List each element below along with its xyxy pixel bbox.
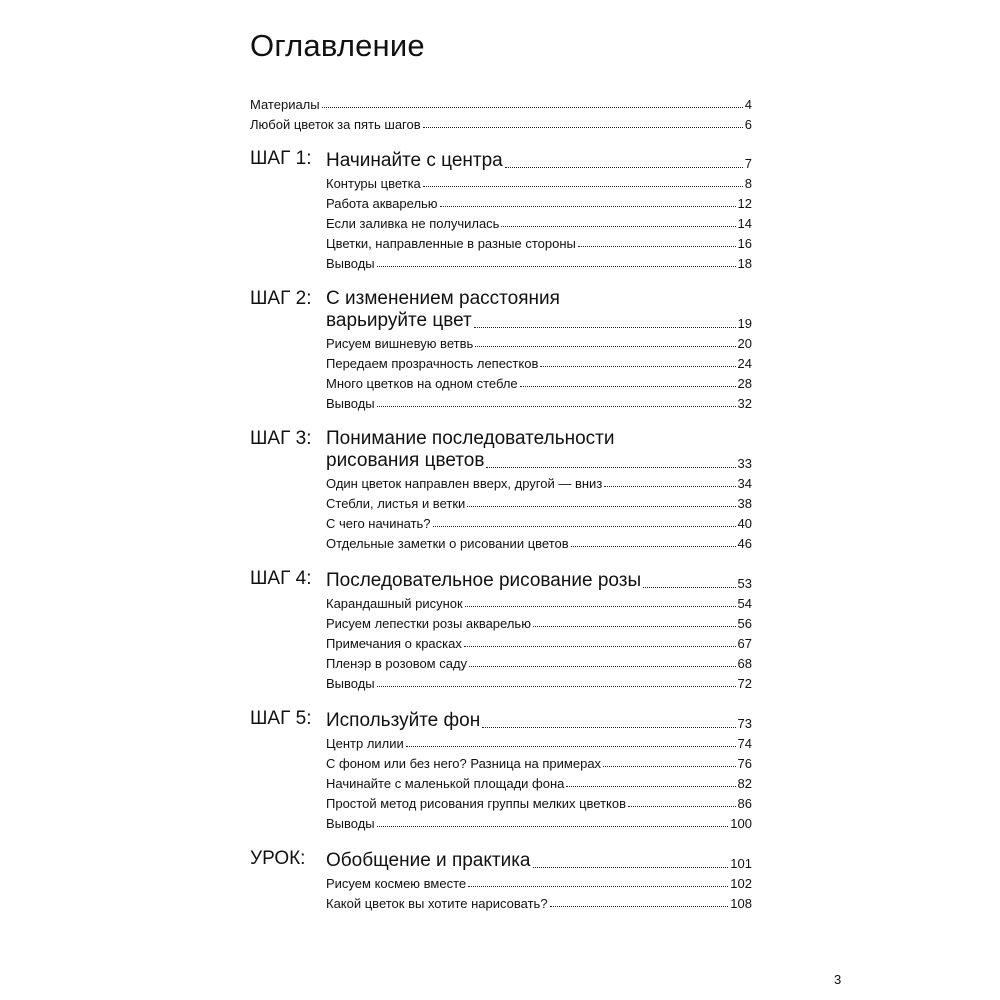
toc-entry-page: 32 <box>737 396 752 411</box>
toc-entry-label: Цветки, направленные в разные стороны <box>326 236 576 251</box>
toc-entry-label: Карандашный рисунок <box>326 596 463 611</box>
toc-entry-label: Один цветок направлен вверх, другой — вниз <box>326 476 603 491</box>
dot-leader <box>469 666 735 667</box>
chapter-page: 53 <box>737 576 752 591</box>
toc-entry-page: 24 <box>737 356 752 371</box>
dot-leader <box>423 186 743 187</box>
toc-entry[interactable] <box>326 771 752 791</box>
toc-entry[interactable] <box>326 791 752 811</box>
dot-leader <box>467 506 735 507</box>
toc-entry-label: Любой цветок за пять шагов <box>250 117 421 132</box>
chapter-title: Начинайте с центра <box>326 150 503 171</box>
toc-entry[interactable] <box>326 731 752 751</box>
chapter-page: 7 <box>744 156 752 171</box>
dot-leader <box>571 546 736 547</box>
chapter-entry[interactable] <box>326 846 752 872</box>
toc-entry[interactable] <box>326 331 752 351</box>
toc-entry[interactable] <box>326 231 752 251</box>
dot-leader <box>482 727 735 728</box>
dot-leader <box>474 327 736 328</box>
toc-entry-page: 56 <box>737 616 752 631</box>
toc-entry-label: Какой цветок вы хотите нарисовать? <box>326 896 548 911</box>
toc-entry-page: 74 <box>737 736 752 751</box>
dot-leader <box>322 107 743 108</box>
dot-leader <box>578 246 736 247</box>
toc-entry-label: Много цветков на одном стебле <box>326 376 518 391</box>
toc-entry[interactable] <box>250 112 752 132</box>
dot-leader <box>540 366 735 367</box>
toc-title: Оглавление <box>250 28 425 63</box>
toc-entry-label: Работа акварелью <box>326 196 438 211</box>
toc-entry-label: Начинайте с маленькой площади фона <box>326 776 565 791</box>
dot-leader <box>604 486 735 487</box>
toc-entry[interactable] <box>326 651 752 671</box>
toc-entry-label: Если заливка не получилась <box>326 216 500 231</box>
chapter-page: 33 <box>737 456 752 471</box>
dot-leader <box>486 467 735 468</box>
toc-entry-page: 86 <box>737 796 752 811</box>
toc-entry[interactable] <box>326 371 752 391</box>
toc-entry-label: Пленэр в розовом саду <box>326 656 468 671</box>
toc-entry-page: 34 <box>737 476 752 491</box>
chapter-entry[interactable] <box>326 566 752 592</box>
dot-leader <box>464 646 736 647</box>
toc-entry-label: Примечания о красках <box>326 636 462 651</box>
dot-leader <box>465 606 736 607</box>
toc-entry[interactable] <box>326 871 752 891</box>
toc-entry-page: 46 <box>737 536 752 551</box>
toc-entry-label: Рисуем космею вместе <box>326 876 467 891</box>
toc-entry-label: Материалы <box>250 97 320 112</box>
toc-entry[interactable] <box>326 611 752 631</box>
toc-entry-page: 20 <box>737 336 752 351</box>
chapter-prefix: ШАГ 3: <box>250 428 312 449</box>
toc-entry-label: Рисуем вишневую ветвь <box>326 336 474 351</box>
dot-leader <box>505 167 743 168</box>
toc-entry[interactable] <box>326 191 752 211</box>
chapter-page: 101 <box>730 856 752 871</box>
chapter-entry[interactable] <box>326 306 752 332</box>
toc-entry-page: 14 <box>737 216 752 231</box>
dot-leader <box>603 766 735 767</box>
dot-leader <box>533 626 736 627</box>
toc-entry[interactable] <box>250 92 752 112</box>
chapter-prefix: ШАГ 5: <box>250 708 312 729</box>
dot-leader <box>550 906 729 907</box>
toc-entry[interactable] <box>326 391 752 411</box>
dot-leader <box>377 266 736 267</box>
chapter-title: С изменением расстояния <box>326 288 560 309</box>
toc-entry-page: 16 <box>737 236 752 251</box>
toc-entry-label: Выводы <box>326 256 375 271</box>
toc-entry[interactable] <box>326 751 752 771</box>
toc-entry[interactable] <box>326 671 752 691</box>
toc-entry[interactable] <box>326 631 752 651</box>
toc-entry[interactable] <box>326 251 752 271</box>
chapter-prefix: ШАГ 2: <box>250 288 312 309</box>
toc-entry[interactable] <box>326 511 752 531</box>
toc-entry[interactable] <box>326 891 752 911</box>
dot-leader <box>377 406 736 407</box>
toc-entry-page: 72 <box>737 676 752 691</box>
toc-entry-page: 12 <box>737 196 752 211</box>
chapter-title: рисования цветов <box>326 450 485 471</box>
chapter-page: 73 <box>737 716 752 731</box>
toc-entry[interactable] <box>326 591 752 611</box>
toc-entry-page: 54 <box>737 596 752 611</box>
toc-entry-label: Выводы <box>326 676 375 691</box>
dot-leader <box>566 786 735 787</box>
dot-leader <box>475 346 735 347</box>
dot-leader <box>377 826 729 827</box>
dot-leader <box>501 226 735 227</box>
chapter-page: 19 <box>737 316 752 331</box>
toc-entry-page: 38 <box>737 496 752 511</box>
toc-entry[interactable] <box>326 531 752 551</box>
toc-entry-page: 76 <box>737 756 752 771</box>
toc-entry-label: С чего начинать? <box>326 516 431 531</box>
toc-entry-label: Выводы <box>326 816 375 831</box>
toc-entry-label: Рисуем лепестки розы акварелью <box>326 616 531 631</box>
toc-entry-page: 40 <box>737 516 752 531</box>
toc-entry-label: Отдельные заметки о рисовании цветов <box>326 536 569 551</box>
chapter-prefix: ШАГ 1: <box>250 148 312 169</box>
dot-leader <box>377 686 736 687</box>
chapter-entry[interactable] <box>326 446 752 472</box>
chapter-entry[interactable] <box>326 706 752 732</box>
page-number: 3 <box>834 972 842 987</box>
toc-entry-label: Выводы <box>326 396 375 411</box>
toc-entry[interactable] <box>326 351 752 371</box>
toc-entry[interactable] <box>326 471 752 491</box>
toc-entry-label: Стебли, листья и ветки <box>326 496 466 511</box>
toc-entry-label: С фоном или без него? Разница на примерах <box>326 756 602 771</box>
toc-entry-page: 4 <box>744 97 752 112</box>
dot-leader <box>406 746 736 747</box>
chapter-prefix: УРОК: <box>250 848 306 869</box>
dot-leader <box>628 806 736 807</box>
chapter-title: Обобщение и практика <box>326 850 531 871</box>
toc-entry-label: Передаем прозрачность лепестков <box>326 356 539 371</box>
toc-entry-page: 18 <box>737 256 752 271</box>
dot-leader <box>440 206 736 207</box>
toc-entry-page: 6 <box>744 117 752 132</box>
toc-entry-page: 28 <box>737 376 752 391</box>
chapter-prefix: ШАГ 4: <box>250 568 312 589</box>
toc-entry-page: 100 <box>730 816 752 831</box>
toc-entry-page: 68 <box>737 656 752 671</box>
toc-entry-page: 102 <box>730 876 752 891</box>
dot-leader <box>433 526 736 527</box>
toc-entry-page: 67 <box>737 636 752 651</box>
toc-entry-label: Контуры цветка <box>326 176 421 191</box>
chapter-title: Последовательное рисование розы <box>326 570 642 591</box>
chapter-title: варьируйте цвет <box>326 310 472 331</box>
toc-entry[interactable] <box>326 491 752 511</box>
toc-entry[interactable] <box>326 811 752 831</box>
toc-entry-page: 8 <box>744 176 752 191</box>
chapter-entry[interactable] <box>326 146 752 172</box>
dot-leader <box>643 587 735 588</box>
dot-leader <box>423 127 743 128</box>
toc-entry-label: Простой метод рисования группы мелких цветков <box>326 796 627 811</box>
toc-entry[interactable] <box>326 211 752 231</box>
dot-leader <box>520 386 736 387</box>
toc-entry-page: 82 <box>737 776 752 791</box>
toc-entry[interactable] <box>326 171 752 191</box>
dot-leader <box>468 886 728 887</box>
dot-leader <box>533 867 729 868</box>
toc-entry-page: 108 <box>730 896 752 911</box>
chapter-title: Используйте фон <box>326 710 481 731</box>
toc-entry-label: Центр лилии <box>326 736 404 751</box>
chapter-title: Понимание последовательности <box>326 428 615 449</box>
